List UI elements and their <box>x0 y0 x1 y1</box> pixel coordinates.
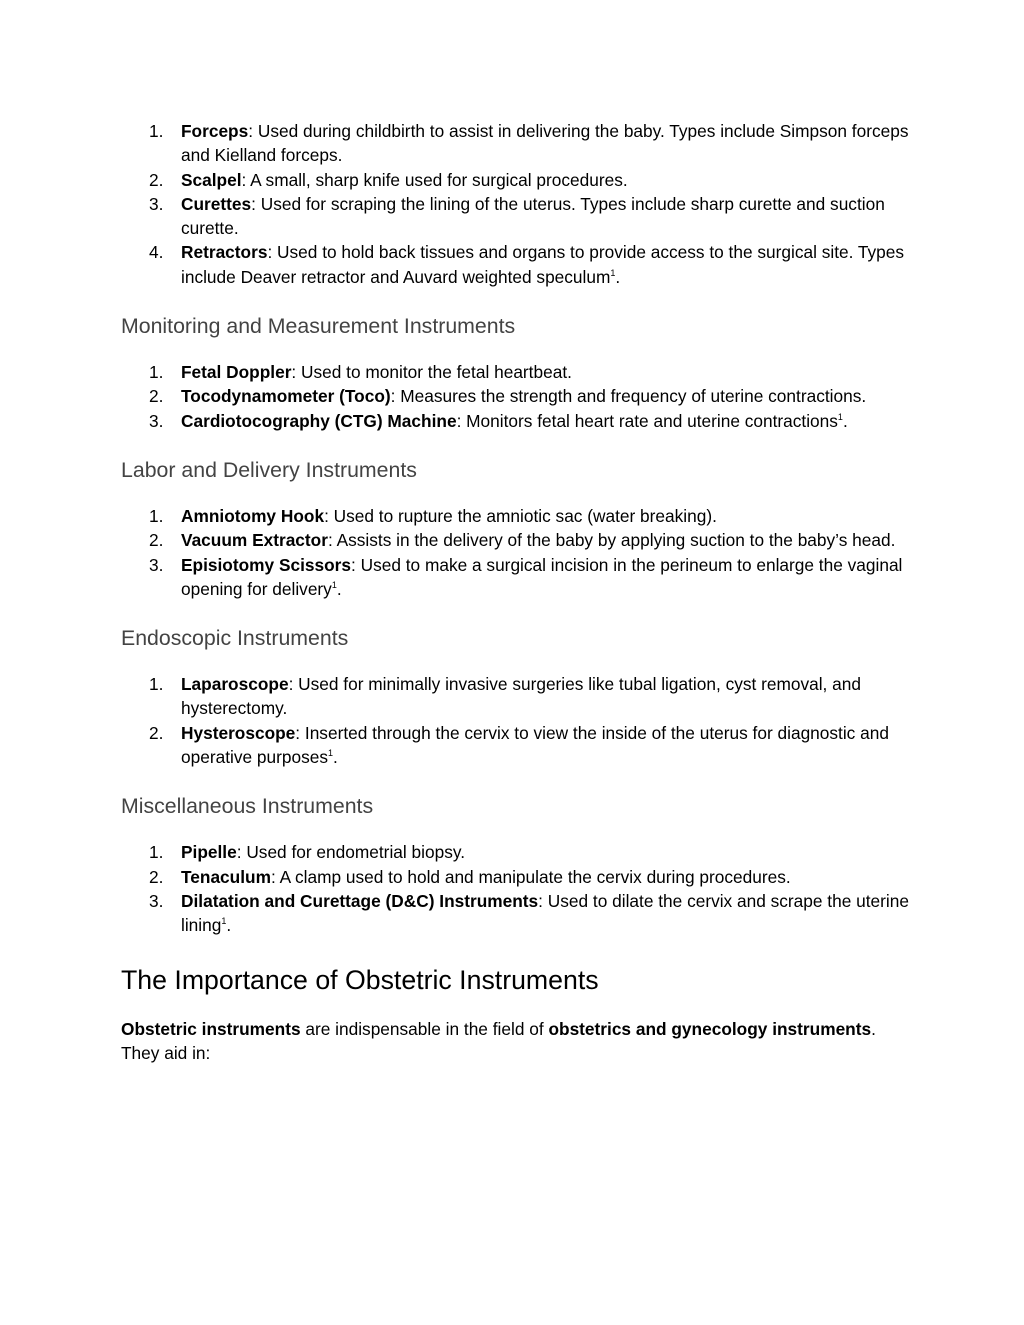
surgical-instruments-list <box>121 119 911 289</box>
document-content <box>121 119 911 1065</box>
list-item <box>121 192 911 241</box>
list-item-description: : Used to rupture the amniotic sac (water breaking). <box>324 505 717 526</box>
list-item-term: Tocodynamometer (Toco) <box>181 386 391 407</box>
list-item-number: 3. <box>149 890 164 911</box>
list-item-tail: . <box>333 747 338 768</box>
list-item-term: Scalpel <box>181 169 242 190</box>
list-item-tail: . <box>226 915 232 936</box>
list-item-number: 1. <box>149 505 164 526</box>
list-item-description: : Used to monitor the fetal heartbeat. <box>291 362 572 383</box>
list-item <box>121 384 911 408</box>
list-item-number: 2. <box>149 386 164 407</box>
list-item-description: : A clamp used to hold and manipulate the cervix during procedures. <box>270 866 791 887</box>
list-item-tail: . <box>336 578 342 599</box>
endoscopic-instruments-list <box>121 672 911 769</box>
list-item-number: 1. <box>149 121 164 141</box>
list-item <box>121 865 911 889</box>
list-item <box>121 721 911 770</box>
list-item-number: 3. <box>149 410 164 431</box>
list-item-number: 4. <box>149 242 164 263</box>
labor-instruments-list <box>121 504 911 601</box>
list-item-term: Vacuum Extractor <box>181 530 328 551</box>
misc-instruments-list <box>121 840 911 937</box>
list-item-number: 1. <box>149 362 164 383</box>
importance-bold-1: Obstetric instruments <box>121 1018 301 1039</box>
list-item-term: Fetal Doppler <box>181 362 292 383</box>
list-item-term: Amniotomy Hook <box>181 505 325 526</box>
list-item-description: : Monitors fetal heart rate and uterine contractions <box>456 410 838 431</box>
list-item <box>121 360 911 384</box>
list-item-description: : Used to dilate the cervix and scrape the uterine lining <box>181 890 909 936</box>
monitoring-instruments-list <box>121 360 911 433</box>
list-item-tail: . <box>615 266 621 287</box>
list-item-number: 1. <box>149 842 164 863</box>
list-item-description: : Used for endometrial biopsy. <box>236 842 466 863</box>
list-item-description: : Used for minimally invasive surgeries like tubal ligation, cyst removal, and hysterectomy. <box>181 674 861 719</box>
list-item <box>121 553 911 602</box>
list-item <box>121 672 911 721</box>
list-item <box>121 528 911 552</box>
list-item-description: : Used to make a surgical incision in the perineum to enlarge the vaginal opening for delivery <box>181 554 903 599</box>
list-item-description: : Assists in the delivery of the baby by applying suction to the baby’s head. <box>327 530 896 551</box>
list-item-term: Dilatation and Curettage (D&C) Instruments <box>181 890 539 911</box>
list-item <box>121 240 911 289</box>
importance-bold-2: obstetrics and gynecology instruments <box>548 1018 872 1039</box>
list-item-description: : Used for scraping the lining of the uterus. Types include sharp curette and suction curette. <box>181 193 885 239</box>
list-item-number: 1. <box>149 674 164 695</box>
list-item-description: : Used to hold back tissues and organs to provide access to the surgical site. Types include Deaver retractor and Auvard weighted speculum <box>181 242 905 287</box>
list-item-description: : Inserted through the cervix to view the inside of the uterus for diagnostic and operative purposes <box>181 722 889 768</box>
list-item <box>121 119 911 168</box>
list-item-term: Tenaculum <box>181 866 271 887</box>
footnote-reference: 1 <box>837 411 843 422</box>
list-item-description: : Used during childbirth to assist in delivering the baby. Types include Simpson forceps and Kielland forceps. <box>181 121 909 166</box>
list-item-number: 2. <box>149 169 164 190</box>
list-item-term: Laparoscope <box>181 674 289 695</box>
list-item <box>121 840 911 864</box>
misc-heading: Miscellaneous Instruments <box>121 794 374 819</box>
footnote-reference: 1 <box>331 579 337 590</box>
list-item-description: : A small, sharp knife used for surgical procedures. <box>241 169 628 190</box>
monitoring-heading: Monitoring and Measurement Instruments <box>121 314 516 339</box>
list-item-term: Curettes <box>181 193 252 214</box>
list-item <box>121 168 911 192</box>
list-item-number: 3. <box>149 193 164 214</box>
list-item-term: Hysteroscope <box>181 722 296 743</box>
list-item-number: 2. <box>149 866 164 887</box>
list-item-description: : Measures the strength and frequency of uterine contractions. <box>390 386 867 407</box>
list-item-term: Pipelle <box>181 842 237 863</box>
list-item-number: 3. <box>149 554 164 575</box>
list-item-number: 2. <box>149 722 164 743</box>
list-item-term: Cardiotocography (CTG) Machine <box>181 410 457 431</box>
list-item-term: Retractors <box>181 242 268 263</box>
list-item-term: Episiotomy Scissors <box>181 554 351 575</box>
footnote-reference: 1 <box>221 916 227 927</box>
importance-heading: The Importance of Obstetric Instruments <box>121 964 599 995</box>
footnote-reference: 1 <box>610 267 616 278</box>
importance-paragraph <box>121 1017 911 1066</box>
list-item-term: Forceps <box>181 121 249 141</box>
list-item <box>121 889 911 938</box>
list-item <box>121 409 911 433</box>
footnote-reference: 1 <box>327 748 333 759</box>
importance-text-2: . They aid in: <box>121 1018 876 1063</box>
importance-text-1: are indispensable in the field of <box>300 1018 549 1039</box>
list-item-number: 2. <box>149 530 164 551</box>
labor-heading: Labor and Delivery Instruments <box>121 457 417 482</box>
list-item-tail: . <box>842 410 848 431</box>
list-item <box>121 504 911 528</box>
endoscopic-heading: Endoscopic Instruments <box>121 626 349 651</box>
